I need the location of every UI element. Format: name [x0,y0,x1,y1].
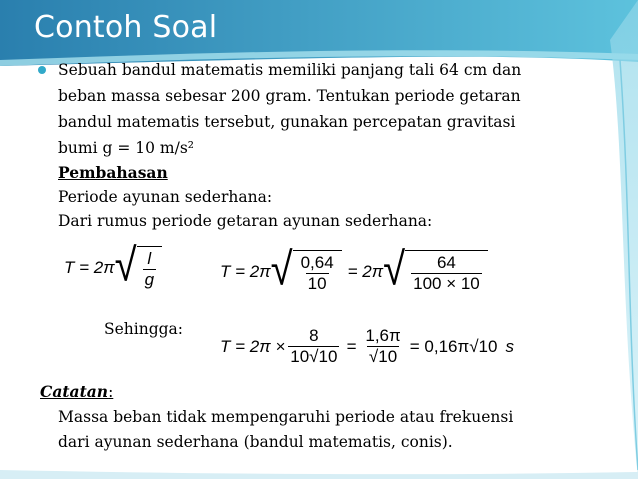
problem-line-2: beban massa sebesar 200 gram. Tentukan periode getaran [58,87,521,105]
formula-period [64,240,162,291]
formula-res-lhs: T = 2π × [220,336,286,356]
formula-sub-sqrt-1 [270,244,342,295]
formula-res-frac2-den: √10 [368,347,398,366]
explain-line-2: Dari rumus periode getaran ayunan sederhana: [58,212,433,230]
formula-sub-frac1-num: 0,64 [300,253,334,272]
bottom-band [0,470,638,479]
formula-substitution [220,244,488,295]
formula-substitution-box [214,246,586,316]
explain-line-1: Periode ayunan sederhana: [58,188,273,206]
formula-sub-frac1-den: 10 [307,274,327,293]
pembahasan-heading: Pembahasan [58,163,168,182]
formula-sub-sqrt-2 [383,244,488,295]
formula-res-frac2-num: 1,6π [365,326,401,345]
note-line-2: dari ayunan sederhana (bandul matematis, conis). [58,433,453,451]
formula-res-frac1-den: 10√10 [290,347,338,366]
radical-sign-icon: √ [270,244,293,295]
formula-period-den: g [144,270,155,289]
formula-sub-mid: = 2π [347,262,384,281]
bullet-dot-icon [38,66,46,74]
formula-period-box [60,240,172,308]
radical-sign-icon: √ [114,240,137,291]
formula-sub-frac2-num: 64 [436,253,456,272]
formula-res-frac1-num: 8 [309,326,319,345]
formula-result-box [214,322,594,384]
formula-result [220,326,514,367]
problem-line-3: bandul matematis tersebut, gunakan percepatan gravitasi [58,113,516,131]
formula-period-sqrt [114,240,162,291]
sehingga-label: Sehingga: [104,320,184,338]
note-line-1: Massa beban tidak mempengaruhi periode atau frekuensi [58,408,514,426]
formula-period-lhs: T = 2π [64,258,115,277]
formula-period-num: l [147,249,152,268]
radical-sign-icon: √ [383,244,406,295]
formula-sub-frac2-den: 100 × 10 [413,274,480,293]
formula-res-result: = 0,16π√10 [409,336,498,356]
problem-line-1: Sebuah bandul matematis memiliki panjang tali 64 cm dan [58,61,522,79]
slide-title: Contoh Soal [34,10,218,45]
formula-res-unit: s [505,336,514,356]
catatan-label [40,382,113,401]
formula-sub-lhs: T = 2π [220,262,271,281]
catatan-text: Catatan [40,382,109,401]
formula-res-eq1: = [346,336,357,356]
problem-line-4: bumi g = 10 m/s² [58,139,194,157]
catatan-colon: : [108,383,114,401]
